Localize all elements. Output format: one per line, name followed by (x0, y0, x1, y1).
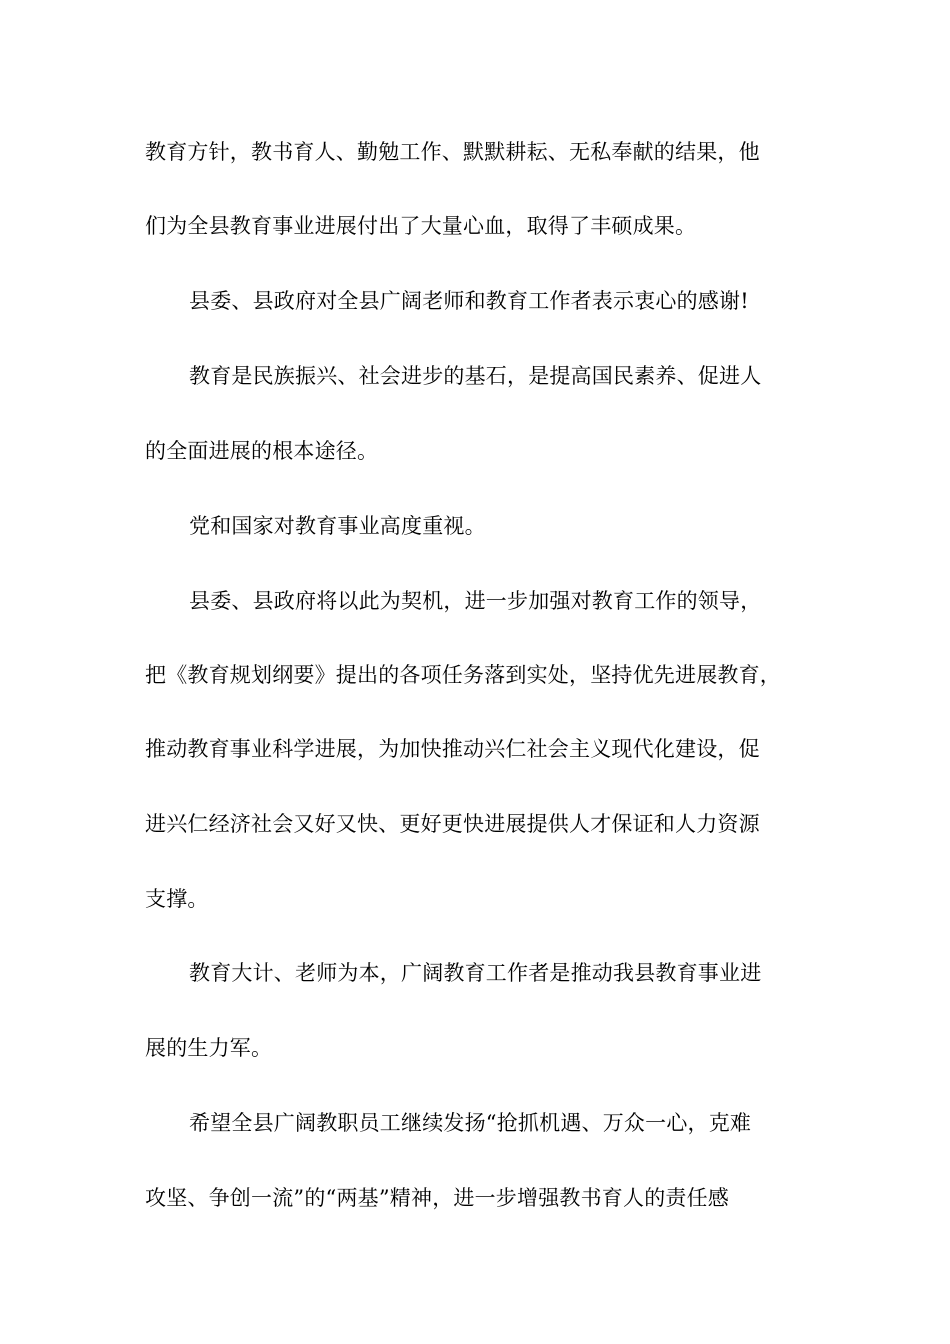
text-line-8: 把《教育规划纲要》提出的各项任务落到实处，坚持优先进展教育， (145, 663, 781, 687)
text-line-7: 县委、县政府将以此为契机，进一步加强对教育工作的领导， (189, 589, 762, 613)
text-line-4: 教育是民族振兴、社会进步的基石，是提高国民素养、促进人 (189, 364, 762, 388)
text-line-15: 攻坚、争创一流”的“两基”精神，进一步增强教书育人的责任感 (145, 1186, 730, 1210)
text-line-1: 教育方针，教书育人、勤勉工作、默默耕耘、无私奉献的结果，他 (145, 140, 760, 164)
text-line-3: 县委、县政府对全县广阔老师和教育工作者表示衷心的感谢! (189, 289, 749, 313)
text-line-5: 的全面进展的根本途径。 (145, 439, 379, 463)
text-line-13: 展的生力军。 (145, 1036, 273, 1060)
text-line-14: 希望全县广阔教职员工继续发扬“抢抓机遇、万众一心，克难 (189, 1111, 752, 1135)
text-line-10: 进兴仁经济社会又好又快、更好更快进展提供人才保证和人力资源 (145, 812, 760, 836)
text-line-11: 支撑。 (145, 887, 209, 911)
text-line-6: 党和国家对教育事业高度重视。 (189, 514, 486, 538)
text-line-2: 们为全县教育事业进展付出了大量心血，取得了丰硕成果。 (145, 214, 697, 238)
text-line-9: 推动教育事业科学进展，为加快推动兴仁社会主义现代化建设，促 (145, 737, 760, 761)
text-line-12: 教育大计、老师为本，广阔教育工作者是推动我县教育事业进 (189, 961, 762, 985)
